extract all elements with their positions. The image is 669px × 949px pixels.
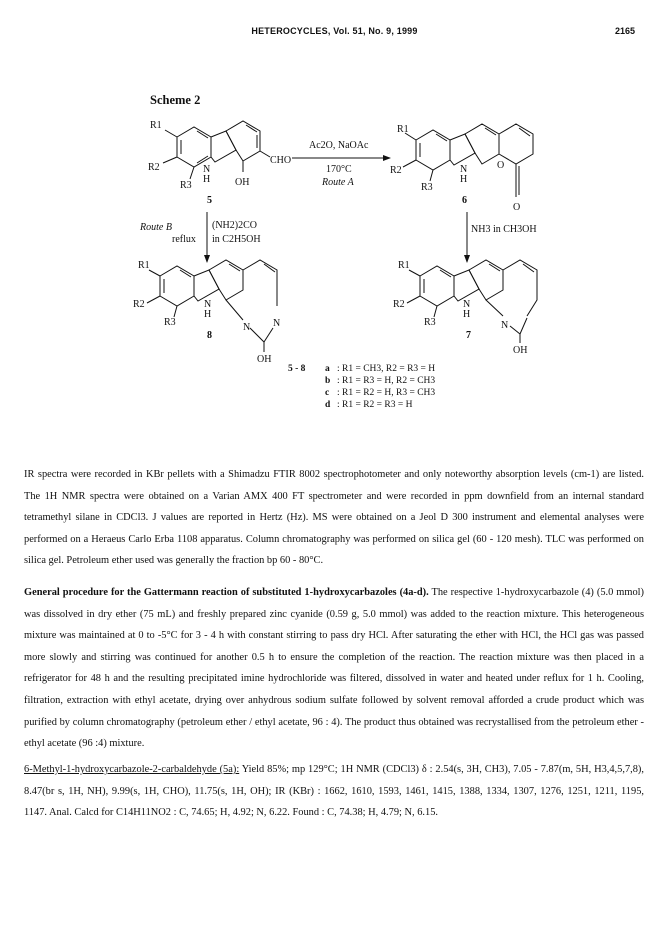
substituent-legend [288, 364, 435, 410]
scheme-title: Scheme 2 [150, 93, 201, 107]
compound-6-n: N [460, 164, 468, 175]
compound-5-r3: R3 [180, 180, 192, 191]
compound-6-h: H [460, 174, 468, 185]
compound-8-r2: R2 [133, 299, 145, 310]
reaction-scheme [0, 0, 669, 420]
compound-7-label: 7 [466, 330, 471, 341]
compound-8-structure [147, 260, 277, 352]
compound-7-r2: R2 [393, 299, 405, 310]
compound-6-ring-o: O [497, 160, 505, 171]
route-b-condition-right: in C2H5OH [212, 234, 261, 245]
compound-7-structure [407, 260, 537, 343]
route-a-temp: 170°C [326, 164, 352, 175]
compound-6-r1: R1 [397, 124, 409, 135]
compound-5-label: 5 [207, 195, 212, 206]
legend-definition-b: : R1 = R3 = H, R2 = CH3 [337, 376, 436, 386]
compound-5-r2: R2 [148, 162, 160, 173]
compound-8-ring-n2: N [273, 318, 281, 329]
procedure-text: The respective 1-hydroxycarbazole (4) (5.0 mmol) was dissolved in dry ether (75 mL) and freshly prepared zinc cyanide (0.59 g, 5.0 mmol) was added to the reaction mixture. This heterogeneous mixture was maintained at 0 to -5°C for 3 - 4 h with constant stirring to pass dry HCl. After saturating the ether with HCl, the HCl gas was passed more slowly and stirring was continued for another 0.5 h to ensure the completion of the reaction. The reaction mixture was then placed in a refrigerator for 48 h and the resulting precipitated imine hydrochloride was filtered, dissolved in water and heated under reflux for 1 h. Cooling, filtration, extraction with ethyl acetate, drying over anhydrous sodium sulfate followed by solvent removal afforded a crude product which was purified by column chromatography (petroleum ether / ethyl acetate, 96 : 4). The product thus obtained was recrystallised from the petroleum ether - ethyl acetate (96 :4) mixture. [24, 587, 644, 750]
compound-5-r1: R1 [150, 120, 162, 131]
legend-letter-b: b [325, 376, 331, 386]
route-a-reagent: Ac2O, NaOAc [309, 140, 369, 151]
compound-5-cho: CHO [270, 155, 292, 166]
legend-letter-c: c [325, 388, 330, 398]
compound-5a-name: 6-Methyl-1-hydroxycarbazole-2-carbaldehyde (5a): [24, 764, 240, 775]
route-a-label: Route A [322, 177, 354, 188]
legend-definition-d: : R1 = R2 = R3 = H [337, 400, 413, 410]
route-b-label: Route B [140, 222, 172, 233]
page-number: 2165 [614, 26, 635, 36]
legend-definition-c: : R1 = R2 = H, R3 = CH3 [337, 388, 436, 398]
compound-8-oh: OH [257, 354, 272, 365]
legend-definition-a: : R1 = CH3, R2 = R3 = H [337, 364, 436, 374]
compound-6-r3: R3 [421, 182, 433, 193]
legend-letter-d: d [325, 400, 331, 410]
route-b-reagent: (NH2)2CO [212, 220, 257, 231]
route-b-condition-left: reflux [172, 234, 196, 245]
compound-6-carbonyl-o: O [513, 202, 521, 213]
compound-8-label: 8 [207, 330, 212, 341]
compound-5a-data-paragraph [24, 759, 644, 824]
running-head: HETEROCYCLES, Vol. 51, No. 9, 1999 [251, 26, 418, 36]
compound-7-nh-h: H [463, 309, 471, 320]
compound-8-nh-h: H [204, 309, 212, 320]
compound-5-oh: OH [235, 177, 250, 188]
compound-5a-data: Yield 85%; mp 129°C; 1H NMR (CDCl3) δ : 2.54(s, 3H, CH3), 7.05 - 7.87(m, 5H, H3,4,5,7,8), 8.47(br s, 1H, NH), 9.99(s, 1H, CHO), 11.75(s, 1H, OH); IR (KBr) : 1662, 1610, 1593, 1461, 1415, 1388, 1334, 1307, 1276, 1251, 1211, 1195, 1147. Anal. Calcd for C14H11NO2 : C, 74.65; H, 4.92; N, 6.22. Found : C, 74.38; H, 4.79; N, 6.15. [24, 764, 644, 819]
compound-5-n: N [203, 164, 211, 175]
compound-8-ring-n1: N [243, 322, 251, 333]
compound-7-oh: OH [513, 345, 528, 356]
compound-8-nh-n: N [204, 299, 212, 310]
compound-7-nh-n: N [463, 299, 471, 310]
compound-8-r1: R1 [138, 260, 150, 271]
gattermann-procedure-paragraph [24, 582, 644, 755]
step-6-to-7-reagent: NH3 in CH3OH [471, 224, 537, 235]
compound-6-label: 6 [462, 195, 467, 206]
procedure-heading: General procedure for the Gattermann reaction of substituted 1-hydroxycarbazoles (4a-d). [24, 587, 429, 598]
compound-6-r2: R2 [390, 165, 402, 176]
compound-7-r1: R1 [398, 260, 410, 271]
compound-7-r3: R3 [424, 317, 436, 328]
legend-head: 5 - 8 [288, 364, 306, 374]
compound-7-ring-n: N [501, 320, 509, 331]
instrumentation-paragraph: IR spectra were recorded in KBr pellets with a Shimadzu FTIR 8002 spectrophotometer and only noteworthy absorption levels (cm-1) are listed. The 1H NMR spectra were obtained on a Varian AMX 400 FT spectrometer and were recorded in ppm downfield from an internal standard tetramethyl silane in CDCl3. J values are reported in Hertz (Hz). MS were obtained on a Jeol D 300 instrument and elemental analyses were performed on a Heraeus Carlo Erba 1108 apparatus. Column chromatography was performed on silica gel (60 - 120 mesh). TLC was performed on silica gel. Petroleum ether used was generally the fraction bp 60 - 80°C. [24, 469, 644, 567]
compound-5-structure [163, 121, 270, 179]
compound-5-h: H [203, 174, 211, 185]
legend-letter-a: a [325, 364, 330, 374]
compound-8-r3: R3 [164, 317, 176, 328]
